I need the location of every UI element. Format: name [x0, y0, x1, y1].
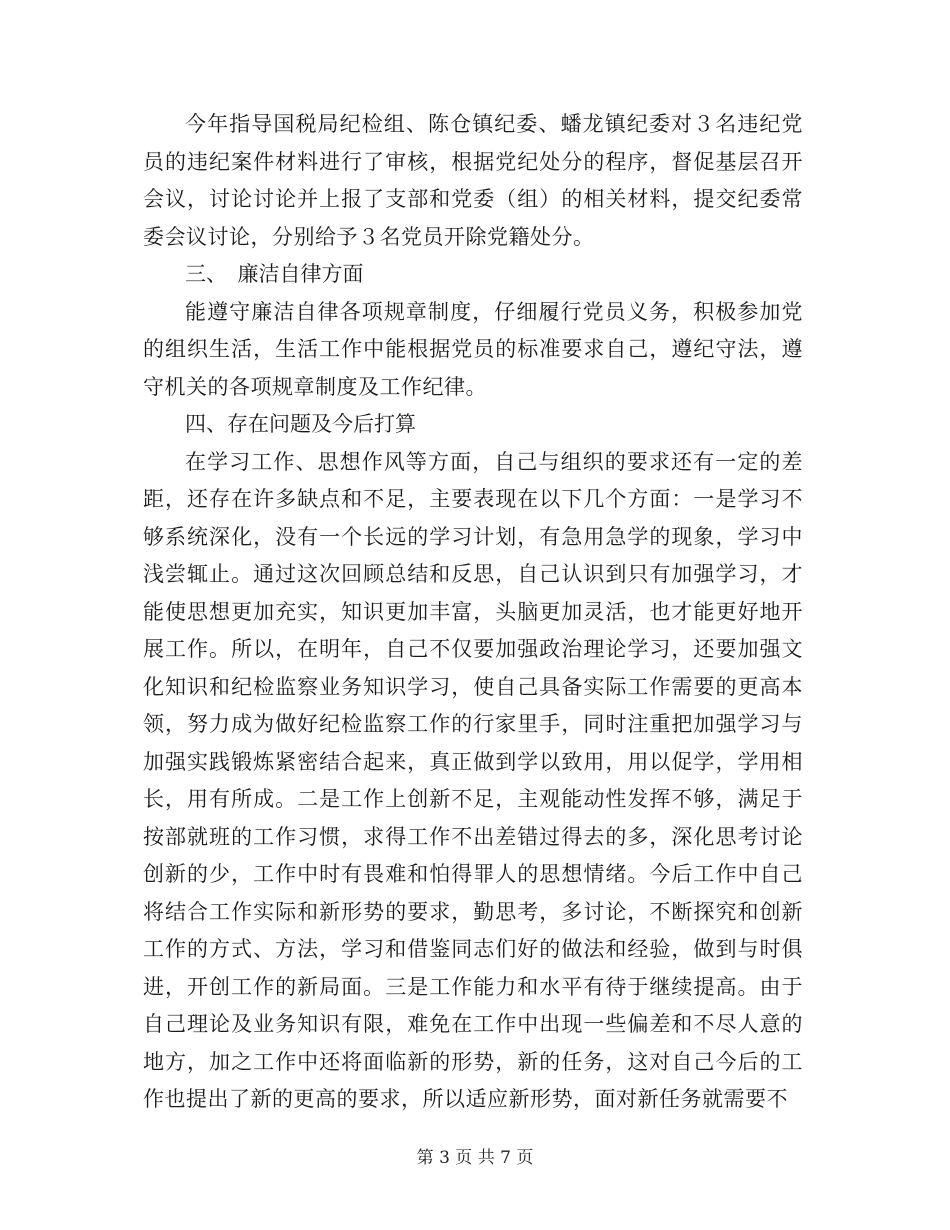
- paragraph-case-review: 今年指导国税局纪检组、陈仓镇纪委、蟠龙镇纪委对３名违纪党员的违纪案件材料进行了审核，根据党纪处分的程序，督促基层召开会议，讨论讨论并上报了支部和党委（组）的相关材料，提交纪委常委会议讨论，分别给予３名党员开除党籍处分。: [143, 112, 803, 249]
- section-heading-integrity: 三、 廉洁自律方面: [185, 262, 364, 286]
- paragraph-problems-plans: 在学习工作、思想作风等方面，自己与组织的要求还有一定的差距，还存在许多缺点和不足，主要表现在以下几个方面：一是学习不够系统深化，没有一个长远的学习计划，有急用急学的现象，学习中浅尝辄止。通过这次回顾总结和反思，自己认识到只有加强学习，才能使思想更加充实，知识更加丰富，头脑更加灵活，也才能更好地开展工作。所以，在明年，自己不仅要加强政治理论学习，还要加强文化知识和纪检监察业务知识学习，使自己具备实际工作需要的更高本领，努力成为做好纪检监察工作的行家里手，同时注重把加强学习与加强实践锻炼紧密结合起来，真正做到学以致用，用以促学，学用相长，用有所成。二是工作上创新不足，主观能动性发挥不够，满足于按部就班的工作习惯，求得工作不出差错过得去的多，深化思考讨论创新的少，工作中时有畏难和怕得罪人的思想情绪。今后工作中自己将结合工作实际和新形势的要求，勤思考，多讨论，不断探究和创新工作的方式、方法，学习和借鉴同志们好的做法和经验，做到与时俱进，开创工作的新局面。三是工作能力和水平有待于继续提高。由于自己理论及业务知识有限，难免在工作中出现一些偏差和不尽人意的地方，加之工作中还将面临新的形势，新的任务，这对自己今后的工作也提出了新的更高的要求，所以适应新形势，面对新任务就需要不: [143, 449, 803, 1111]
- document-body: [143, 106, 803, 1119]
- page-number-footer: 第 3 页 共 7 页: [416, 1148, 534, 1168]
- section-heading-problems: 四、存在问题及今后打算: [185, 412, 416, 436]
- paragraph-integrity: 能遵守廉洁自律各项规章制度，仔细履行党员义务，积极参加党的组织生活，生活工作中能根据党员的标准要求自己，遵纪守法，遵守机关的各项规章制度及工作纪律。: [143, 299, 803, 399]
